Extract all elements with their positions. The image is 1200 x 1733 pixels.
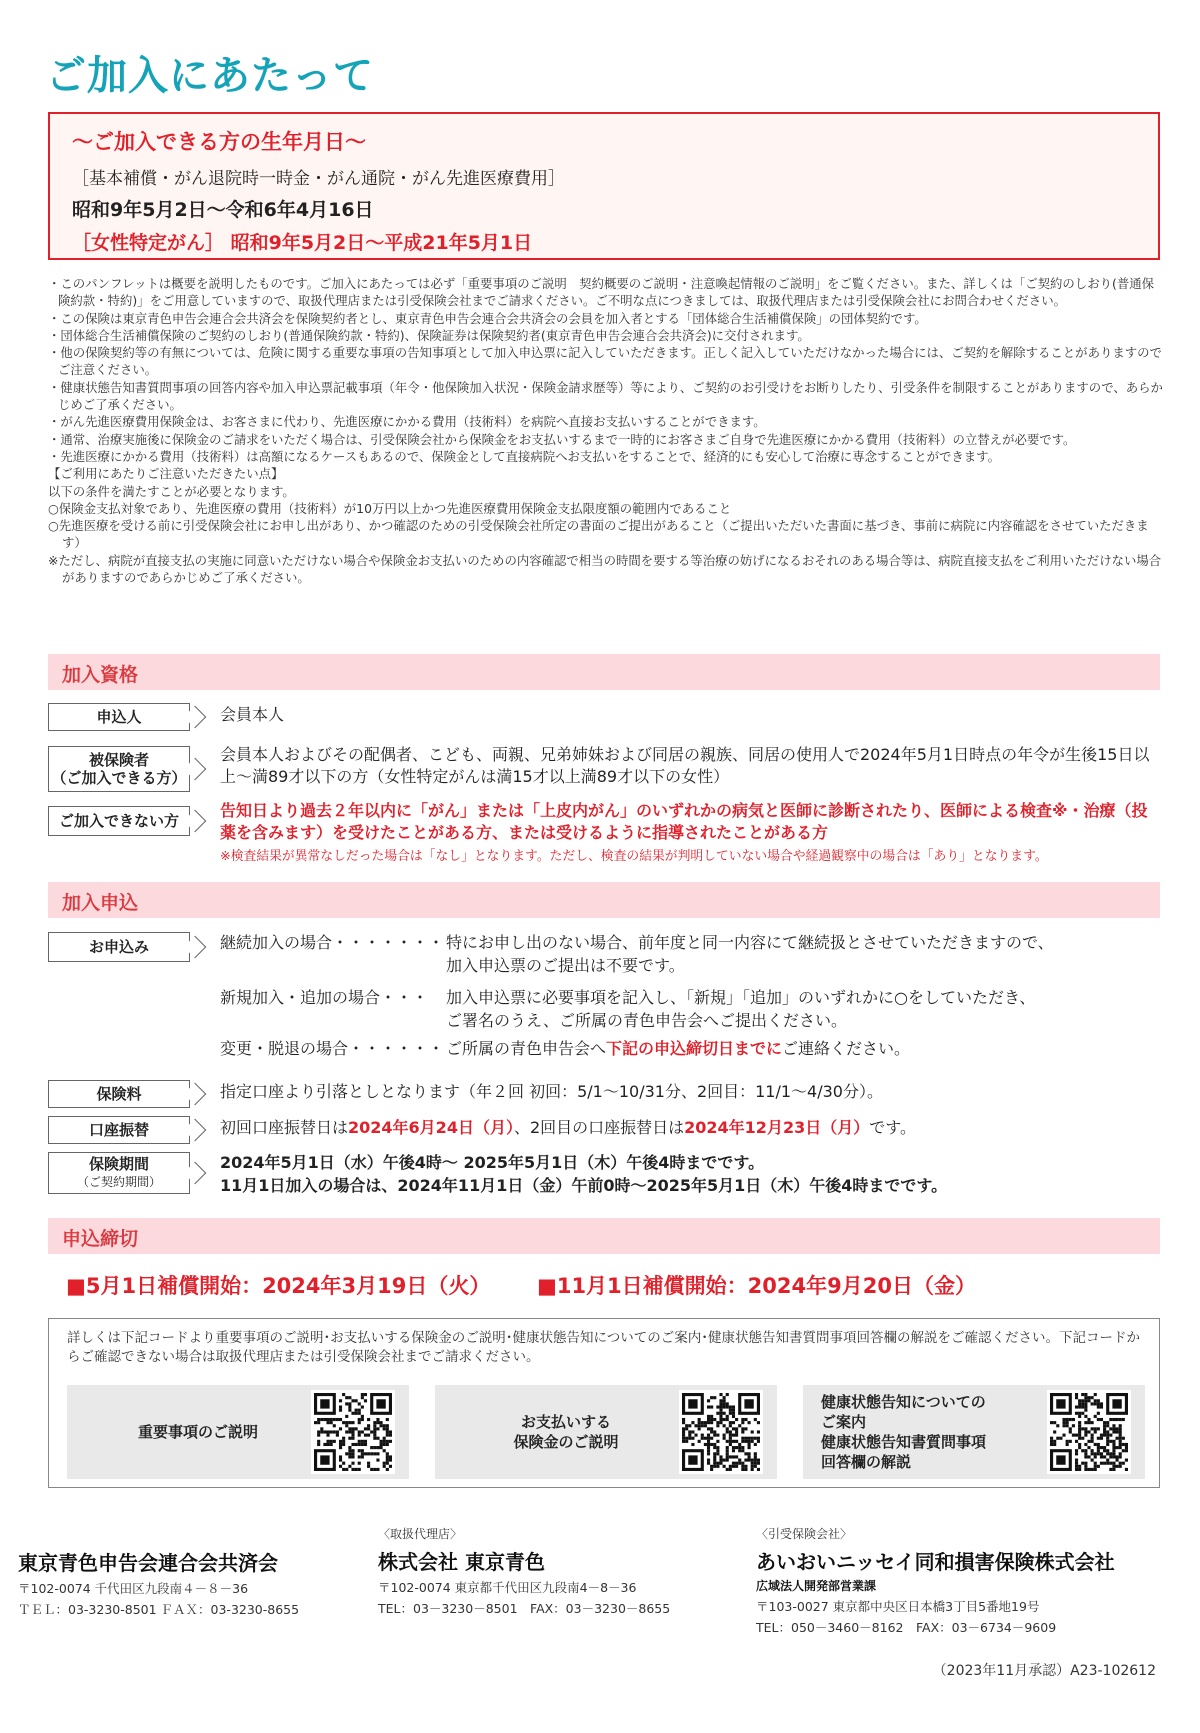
label-text: 保険期間	[88, 1155, 149, 1173]
notes-block	[48, 275, 1164, 586]
chevron-right-icon	[184, 1083, 207, 1106]
note: ・先進医療にかかる費用（技術料）は高額になるケースもあるので、保険金として直接病院へお支払いをすることで、経済的にも安心して治療に専念することができます。	[48, 448, 1000, 464]
agent-name: 株式会社 東京青色	[378, 1550, 545, 1574]
footer-contractor	[18, 1543, 299, 1618]
qr-card-label-line: お支払いする	[520, 1413, 611, 1431]
contractor-address: 〒102-0074 千代田区九段南４－８－36	[18, 1581, 249, 1596]
label-text: 口座振替	[88, 1121, 149, 1139]
note: ・この保険は東京青色申告会連合会共済会を保険契約者とし、東京青色申告会連合会共済会の会員を加入者とする「団体総合生活補償保険」の団体契約です。	[48, 310, 927, 326]
chevron-right-icon	[184, 810, 207, 833]
new-val: 加入申込票に必要事項を記入し、「新規」「追加」のいずれかに○をしていただき、	[446, 988, 1036, 1007]
qr-info-text: 詳しくは下記コードより重要事項のご説明･お支払いする保険金のご説明･健康状態告知についてのご案内･健康状態告知書質問事項回答欄の解説をご確認ください。下記コードからご確認できない場合は取扱代理店または引受保険会社までご請求ください。	[67, 1330, 1140, 1365]
change-val-deadline: 下記の申込締切日までに	[606, 1039, 783, 1058]
insurer-address: 〒103-0027 東京都中央区日本橋3丁目5番地19号	[756, 1599, 1040, 1614]
contractor-name: 東京青色申告会連合会共済会	[18, 1551, 278, 1575]
chevron-right-icon	[184, 706, 207, 729]
continue-val: 特にお申し出のない場合、前年度と同一内容にて継続扱とさせていただきますので、	[446, 933, 1054, 952]
label-subtext: （ご加入できる方）	[51, 769, 187, 787]
label-text: ご加入できない方	[58, 812, 179, 830]
note: ・健康状態告知書質問事項の回答内容や加入申込票記載事項（年令・他保険加入状況・保険金請求歴等）等により、ご契約のお引受けをお断りしたり、引受条件を制限することがありますので、あらかじめご了承ください。	[48, 379, 1163, 413]
label-text: 被保険者	[88, 751, 149, 769]
label-excluded	[48, 806, 190, 836]
eligible-birthdate-box	[48, 112, 1160, 260]
qr-card-label: 重要事項のご説明	[137, 1423, 258, 1441]
dob-heading: ～ご加入できる方の生年月日～	[72, 130, 366, 154]
qr-card-label	[453, 1412, 679, 1452]
note: ・このパンフレットは概要を説明したものです。ご加入にあたっては必ず「重要事項のご説明 契約概要のご説明・注意喚起情報のご説明」をご覧ください。また、詳しくは「ご契約のしおり(普通保険約款・特約)」をご用意していますので、取扱代理店または引受保険会社までご請求ください。ご不明な点につきましては、取扱代理店または引受保険会社にお問合わせください。	[48, 276, 1154, 309]
notes-cond-item: ○保険金支払対象であり、先進医療の費用（技術料）が10万円以上かつ先進医療費用保険金支払限度額の範囲内であること	[48, 500, 732, 516]
qr-card-important-matters[interactable]	[67, 1385, 409, 1479]
deadline-may: ■5月1日補償開始：2024年3月19日（火）	[66, 1274, 491, 1298]
insurer-name: あいおいニッセイ同和損害保険株式会社	[756, 1550, 1115, 1574]
section-eligibility: 加入資格	[48, 654, 1160, 690]
debit-text	[220, 1117, 916, 1139]
dob-female-range: ［女性特定がん］ 昭和9年5月2日～平成21年5月1日	[72, 232, 533, 254]
label-insured	[48, 746, 190, 792]
change-val-post: ご連絡ください。	[782, 1039, 911, 1058]
qr-code-icon	[311, 1390, 395, 1474]
qr-card-label-line: 保険金のご説明	[513, 1433, 619, 1451]
notes-cond-caveat: ※ただし、病院が直接支払の実施に同意いただけない場合や保険金お支払いのための内容確認で相当の時間を要する等治療の妨げになるおそれのある場合等は、病院直接支払をご利用いただけない場合がありますのであらかじめご了承ください。	[48, 552, 1162, 586]
agent-tel: TEL：03－3230－8501 FAX：03－3230－8655	[378, 1601, 671, 1616]
footer-insurer	[756, 1525, 1115, 1636]
continue-val: 加入申込票のご提出は不要です。	[446, 956, 685, 975]
period-line: 2024年5月1日（水）午後4時～ 2025年5月1日（木）午後4時までです。	[220, 1153, 765, 1172]
chevron-right-icon	[184, 1119, 207, 1142]
label-subtext: （ご契約期間）	[76, 1175, 161, 1189]
qr-card-label	[821, 1392, 1047, 1472]
qr-card-claims[interactable]	[435, 1385, 777, 1479]
change-key: 変更・脱退の場合・・・・・・	[220, 1039, 445, 1058]
qr-code-icon	[679, 1390, 763, 1474]
applicant-text: 会員本人	[220, 705, 285, 724]
label-premium	[48, 1080, 190, 1108]
dob-range: 昭和9年5月2日～令和6年4月16日	[72, 199, 374, 221]
label-period	[48, 1152, 190, 1194]
label-text: 保険料	[96, 1085, 142, 1103]
change-val	[446, 1038, 910, 1060]
qr-card-label-line: ご案内	[821, 1413, 867, 1431]
agent-label: 〈取扱代理店〉	[378, 1527, 463, 1541]
debit-date-1: 2024年6月24日（月）	[348, 1118, 514, 1137]
note: ・団体総合生活補償保険のご契約のしおり(普通保険約款・特約)、保険証券は保険契約者(東京青色申告会連合会共済会)に交付されます。	[48, 327, 810, 343]
period-line: 11月1日加入の場合は、2024年11月1日（金）午前0時～2025年5月1日（木）午後4時までです。	[220, 1176, 948, 1195]
page-title: ご加入にあたって	[46, 53, 374, 99]
agent-address: 〒102-0074 東京都千代田区九段南4－8－36	[378, 1580, 637, 1595]
qr-card-label-line: 健康状態告知書質問事項	[821, 1433, 987, 1451]
debit-post: です。	[869, 1118, 916, 1137]
note: ・他の保険契約等の有無については、危険に関する重要な事項の告知事項として加入申込票に記入していただきます。正しく記入していただけなかった場合には、ご契約を解除することがありますのでご注意ください。	[48, 345, 1162, 378]
premium-text: 指定口座より引落としとなります（年２回 初回：5/1～10/31分、2回目：11/1～4/30分）。	[220, 1082, 883, 1101]
label-text: 申込人	[96, 708, 142, 726]
debit-date-2: 2024年12月23日（月）	[684, 1118, 870, 1137]
insured-text: 会員本人およびその配偶者、こども、両親、兄弟姉妹および同居の親族、同居の使用人で2024年5月1日時点の年令が生後15日以上～満89才以下の方（女性特定がんは満15才以上満89才以下の女性）	[220, 745, 1150, 786]
notes-cond-intro: 以下の条件を満たすことが必要となります。	[48, 483, 295, 499]
notes-cond-heading: 【ご利用にあたりご注意いただきたい点】	[48, 466, 284, 482]
qr-card-health[interactable]	[803, 1385, 1145, 1479]
debit-mid: 、2回目の口座振替日は	[513, 1118, 685, 1137]
chevron-right-icon	[184, 1162, 207, 1185]
label-debit	[48, 1116, 190, 1144]
deadline-nov: ■11月1日補償開始：2024年9月20日（金）	[536, 1274, 976, 1298]
insurer-label: 〈引受保険会社〉	[756, 1527, 853, 1541]
chevron-right-icon	[184, 936, 207, 959]
label-text: お申込み	[88, 938, 149, 956]
label-applicant	[48, 703, 190, 731]
chevron-right-icon	[184, 758, 207, 781]
excluded-text: 告知日より過去２年以内に「がん」または「上皮内がん」のいずれかの病気と医師に診断されたり、医師による検査※・治療（投薬を含みます）を受けたことがある方、または受けるように指導されたことがある方	[220, 801, 1148, 842]
approval-code: （2023年11月承認）A23-102612	[932, 1663, 1156, 1679]
label-application	[48, 932, 190, 962]
qr-card-label-line: 回答欄の解説	[821, 1453, 912, 1471]
change-val-pre: ご所属の青色申告会へ	[446, 1039, 607, 1058]
new-key: 新規加入・追加の場合・・・	[220, 988, 429, 1007]
insurer-dept: 広域法人開発部営業課	[756, 1579, 877, 1593]
footer-agent	[378, 1525, 670, 1617]
section-deadline: 申込締切	[48, 1218, 1160, 1254]
excluded-note: ※検査結果が異常なしだった場合は「なし」となります。ただし、検査の結果が判明していない場合や経過観察中の場合は「あり」となります。	[220, 849, 1048, 864]
qr-card-label-line: 健康状態告知についての	[821, 1393, 986, 1411]
new-val: ご署名のうえ、ご所属の青色申告会へご提出ください。	[446, 1011, 847, 1030]
qr-info-box	[48, 1318, 1160, 1488]
dob-coverage: ［基本補償・がん退院時一時金・がん通院・がん先進医療費用］	[72, 169, 565, 189]
continue-key: 継続加入の場合・・・・・・・	[220, 933, 445, 952]
insurer-tel: TEL：050－3460－8162 FAX：03－6734－9609	[756, 1620, 1057, 1635]
qr-code-icon	[1047, 1390, 1131, 1474]
debit-pre: 初回口座振替日は	[220, 1118, 349, 1137]
note: ・がん先進医療費用保険金は、お客さまに代わり、先進医療にかかる費用（技術料）を病院へ直接お支払いすることができます。	[48, 414, 766, 430]
section-application: 加入申込	[48, 882, 1160, 918]
contractor-tel: ＴＥＬ：03-3230-8501 ＦＡＸ：03-3230-8655	[18, 1602, 300, 1617]
note: ・通常、治療実施後に保険金のご請求をいただく場合は、引受保険会社から保険金をお支払いするまで一時的にお客さまご自身で先進医療にかかる費用（技術料）の立替えが必要です。	[48, 431, 1076, 447]
notes-cond-item: ○先進医療を受ける前に引受保険会社にお申し出があり、かつ確認のための引受保険会社所定の書面のご提出があること（ご提出いただいた書面に基づき、事前に病院に内容確認をさせていただきます）	[48, 518, 1149, 551]
deadline-dates	[66, 1270, 976, 1300]
